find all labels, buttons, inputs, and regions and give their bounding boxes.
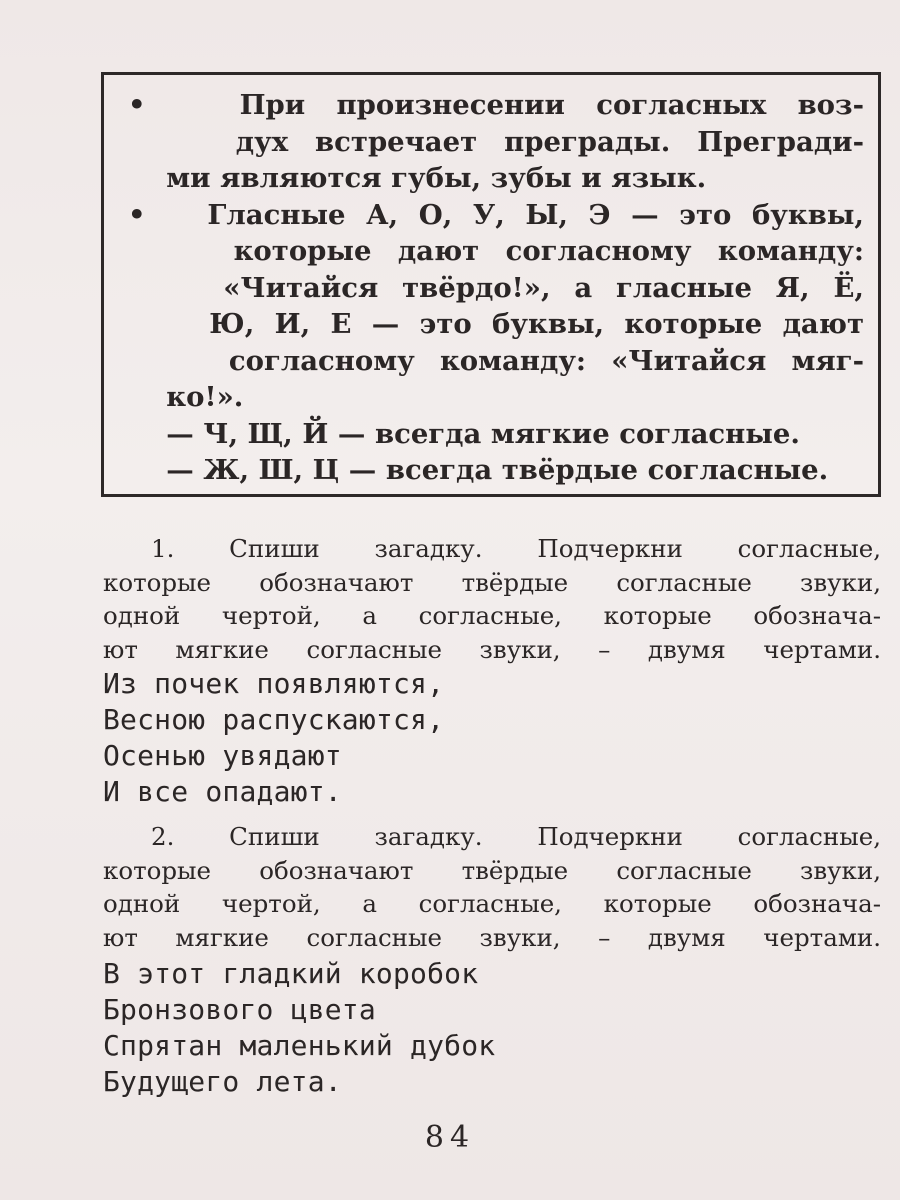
rule-line: — Ж, Ш, Ц — всегда твёрдые согласные. [128,454,829,486]
rule-line: «Читайся твёрдо!», а гласные Я, Ё, [128,271,864,304]
rule-line: Ю, И, Е — это буквы, которые дают [128,308,864,340]
riddle-line: Бронзового цвета [103,993,376,1026]
task-line: одной чертой, а согласные, которые обознача- [103,601,881,630]
page-number: 84 [424,1120,476,1155]
riddle-line: Будущего лета. [103,1065,342,1098]
task-2-instructions [103,820,881,954]
task-line: ют мягкие согласные звуки, – двумя чертами. [103,634,881,664]
rule-box [101,72,881,497]
rule-line: • Гласные А, О, У, Ы, Э — это буквы, [128,198,864,231]
task-line: которые обозначают твёрдые согласные звуки, [103,855,881,885]
rule-line: — Ч, Щ, Й — всегда мягкие согласные. [128,417,800,450]
task-line: которые обозначают твёрдые согласные звуки, [103,567,881,597]
riddle-line: Спрятан маленький дубок [103,1029,496,1062]
rule-line: ко!». [128,381,244,413]
riddle-2 [103,956,495,1100]
task-line: одной чертой, а согласные, которые обознача- [103,889,881,918]
riddle-line: И все опадают. [103,775,342,808]
riddle-line: Осенью увядают [103,739,342,772]
riddle-line: Из почек появляются, [103,667,445,700]
rule-line: согласному команду: «Читайся мяг- [128,344,864,377]
task-1-instructions [103,532,881,666]
rule-line: дух встречает преграды. Прегради- [128,125,864,158]
rule-line: • При произнесении согласных воз- [128,89,864,121]
riddle-line: В этот гладкий коробок [103,957,479,990]
riddle-1 [103,666,444,810]
task-line: 1. Спиши загадку. Подчеркни согласные, [151,534,881,563]
task-line: ют мягкие согласные звуки, – двумя чертами. [103,922,881,952]
rule-line: которые дают согласному команду: [128,235,864,267]
riddle-line: Весною распускаются, [103,703,445,736]
rule-line: ми являются губы, зубы и язык. [128,162,707,194]
task-line: 2. Спиши загадку. Подчеркни согласные, [151,822,881,851]
